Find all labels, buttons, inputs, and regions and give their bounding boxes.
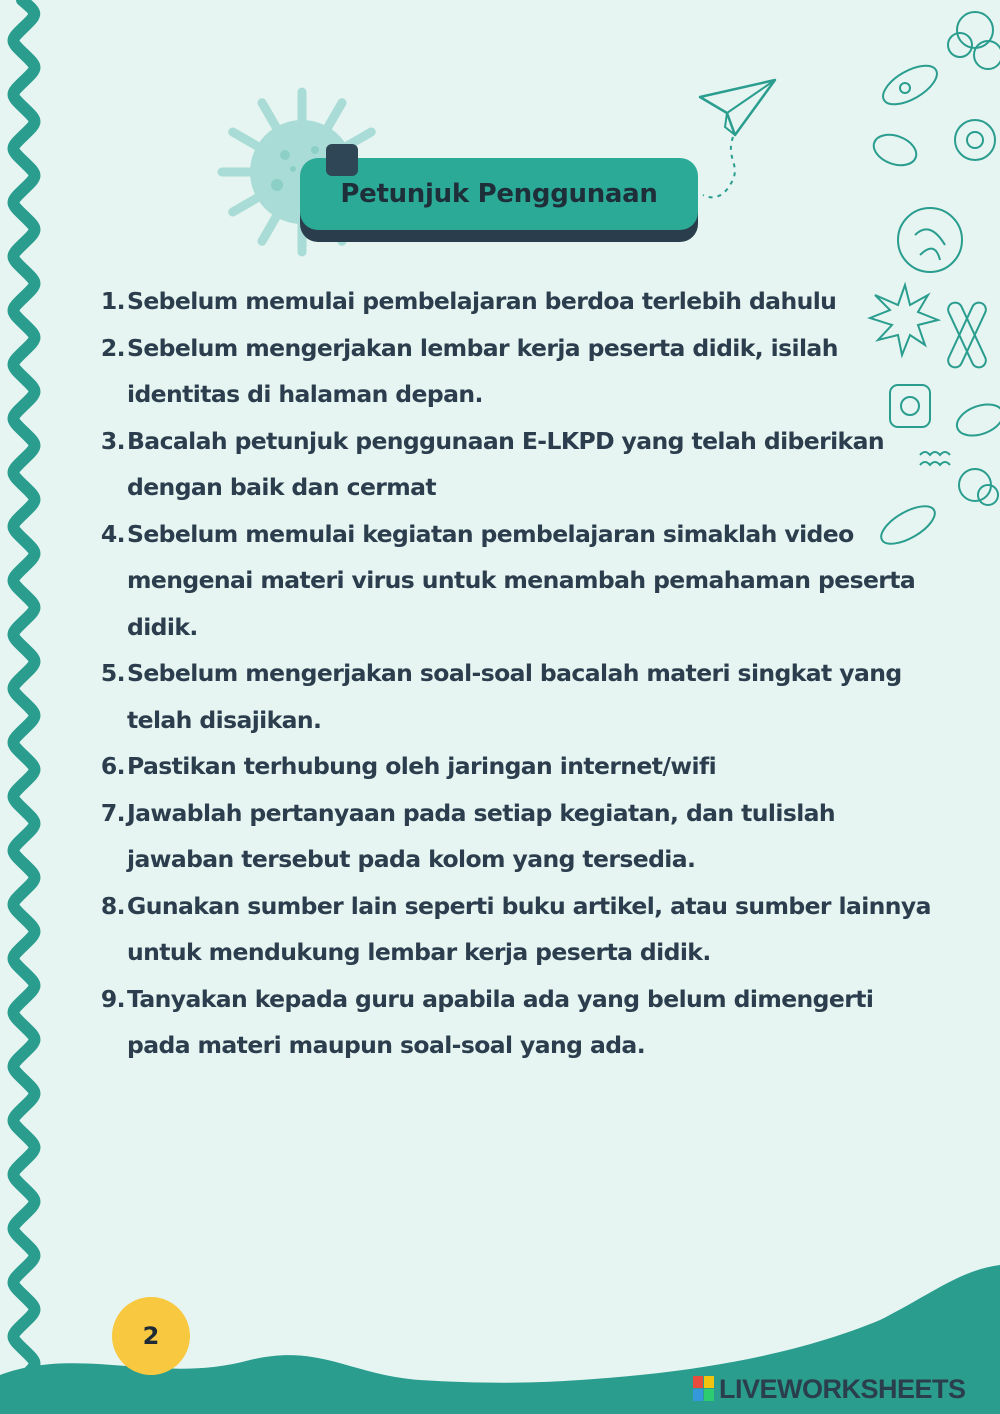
- brand-name: LIVEWORKSHEETS: [719, 1373, 966, 1404]
- item-number: 2.: [100, 333, 125, 362]
- list-item: [95, 278, 935, 325]
- list-item: [95, 790, 935, 883]
- item-number: 3.: [100, 426, 125, 455]
- item-text: Jawablah pertanyaan pada setiap kegiatan, dan tulislah jawaban tersebut pada kolom yang tersedia.: [127, 798, 836, 873]
- item-number: 5.: [100, 659, 125, 687]
- paper-plane-icon: [695, 75, 785, 215]
- item-text: Sebelum memulai kegiatan pembelajaran simaklah video mengenai materi virus untuk menambah pemahaman peserta didik.: [127, 519, 916, 641]
- list-item: [95, 743, 935, 790]
- list-item: [95, 511, 935, 651]
- page-title: Petunjuk Penggunaan: [340, 179, 658, 209]
- instructions-list: [95, 278, 935, 1069]
- item-text: Sebelum mengerjakan soal-soal bacalah materi singkat yang telah disajikan.: [127, 659, 902, 734]
- page-number-badge: 2: [112, 1297, 190, 1375]
- list-item: [95, 325, 935, 418]
- list-item: [95, 976, 935, 1069]
- item-number: 1.: [100, 287, 125, 315]
- item-text: Tanyakan kepada guru apabila ada yang belum dimengerti pada materi maupun soal-soal yang ada.: [127, 984, 874, 1059]
- item-number: 9.: [100, 984, 125, 1013]
- item-text: Sebelum mengerjakan lembar kerja peserta didik, isilah identitas di halaman depan.: [127, 333, 838, 408]
- item-number: 8.: [100, 891, 125, 920]
- item-text: Gunakan sumber lain seperti buku artikel, atau sumber lainnya untuk mendukung lembar kerja peserta didik.: [127, 891, 931, 966]
- title-square-accent: [326, 144, 358, 176]
- list-item: [95, 883, 935, 976]
- wavy-left-border: [0, 0, 50, 1414]
- title-banner: [300, 158, 698, 230]
- item-text: Bacalah petunjuk penggunaan E-LKPD yang telah diberikan dengan baik dan cermat: [127, 426, 884, 501]
- item-number: 4.: [100, 519, 125, 548]
- item-number: 6.: [100, 752, 125, 780]
- item-number: 7.: [100, 798, 125, 827]
- list-item: [95, 418, 935, 511]
- brand-footer[interactable]: [693, 1372, 966, 1406]
- item-text: Sebelum memulai pembelajaran berdoa terlebih dahulu: [127, 287, 837, 315]
- liveworksheets-logo-icon: [693, 1376, 715, 1402]
- item-text: Pastikan terhubung oleh jaringan internet/wifi: [127, 752, 717, 780]
- list-item: [95, 650, 935, 743]
